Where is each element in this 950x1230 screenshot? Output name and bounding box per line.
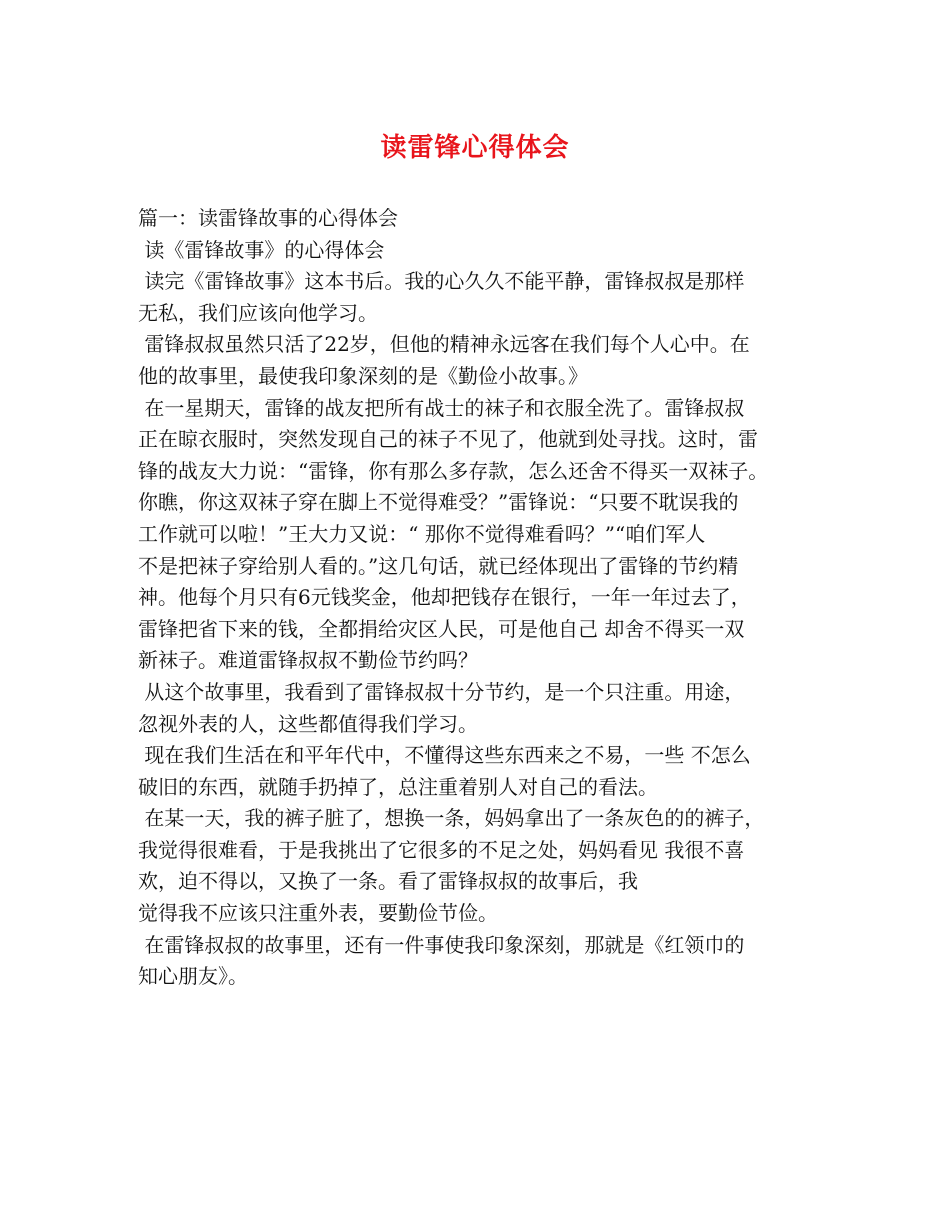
body-line: 忽视外表的人，这些都值得我们学习。 (138, 711, 478, 736)
body-line: 我觉得很难看，于是我挑出了它很多的不足之处，妈妈看见 我很不喜 (138, 837, 745, 862)
body-line: 雷锋叔叔虽然只活了22岁，但他的精神永远客在我们每个人心中。在 (138, 332, 750, 357)
body-line: 欢，迫不得以，又换了一条。看了雷锋叔叔的故事后，我 (138, 869, 638, 894)
body-line: 新袜子。难道雷锋叔叔不勤俭节约吗？ (138, 648, 478, 673)
body-line: 他的故事里，最使我印象深刻的是《勤俭小故事。》 (138, 363, 588, 388)
body-line: 无私，我们应该向他学习。 (138, 300, 378, 325)
body-line: 知心朋友》。 (138, 964, 248, 989)
body-line: 工作就可以啦！”王大力又说：“ 那你不觉得难看吗？”“咱们军人 (138, 521, 706, 546)
body-line: 正在晾衣服时，突然发现自己的袜子不见了，他就到处寻找。这时，雷 (138, 427, 758, 452)
body-line: 读《雷锋故事》的心得体会 (138, 237, 385, 262)
body-line: 从这个故事里，我看到了雷锋叔叔十分节约，是一个只注重。用途， (138, 679, 745, 704)
body-line: 现在我们生活在和平年代中，不懂得这些东西来之不易，一些 不怎么 (138, 743, 751, 768)
document-body (138, 203, 828, 993)
body-line: 你瞧，你这双袜子穿在脚上不觉得难受？”雷锋说：“只要不耽误我的 (138, 490, 739, 515)
body-line: 觉得我不应该只注重外表，要勤俭节俭。 (138, 901, 498, 926)
document-title: 读雷锋心得体会 (380, 133, 570, 163)
body-line: 不是把袜子穿给别人看的。”这几句话，就已经体现出了雷锋的节约精 (138, 553, 739, 578)
body-line: 神。他每个月只有6元钱奖金，他却把钱存在银行，一年一年过去了， (138, 585, 751, 610)
body-line: 雷锋把省下来的钱，全都捐给灾区人民，可是他自己 却舍不得买一双 (138, 616, 745, 641)
body-line: 在一星期天，雷锋的战友把所有战士的袜子和衣服全洗了。雷锋叔叔 (138, 395, 745, 420)
body-line: 篇一：读雷锋故事的心得体会 (138, 206, 398, 230)
body-line: 锋的战友大力说：“雷锋，你有那么多存款，怎么还舍不得买一双袜子。 (138, 458, 769, 483)
body-line: 破旧的东西，就随手扔掉了，总注重着别人对自己的看法。 (138, 774, 658, 799)
body-line: 在某一天，我的裤子脏了，想换一条，妈妈拿出了一条灰色的的裤子， (138, 806, 765, 831)
body-line: 在雷锋叔叔的故事里，还有一件事使我印象深刻，那就是《红领巾的 (138, 932, 745, 957)
body-line: 读完《雷锋故事》这本书后。我的心久久不能平静，雷锋叔叔是那样 (138, 269, 745, 294)
